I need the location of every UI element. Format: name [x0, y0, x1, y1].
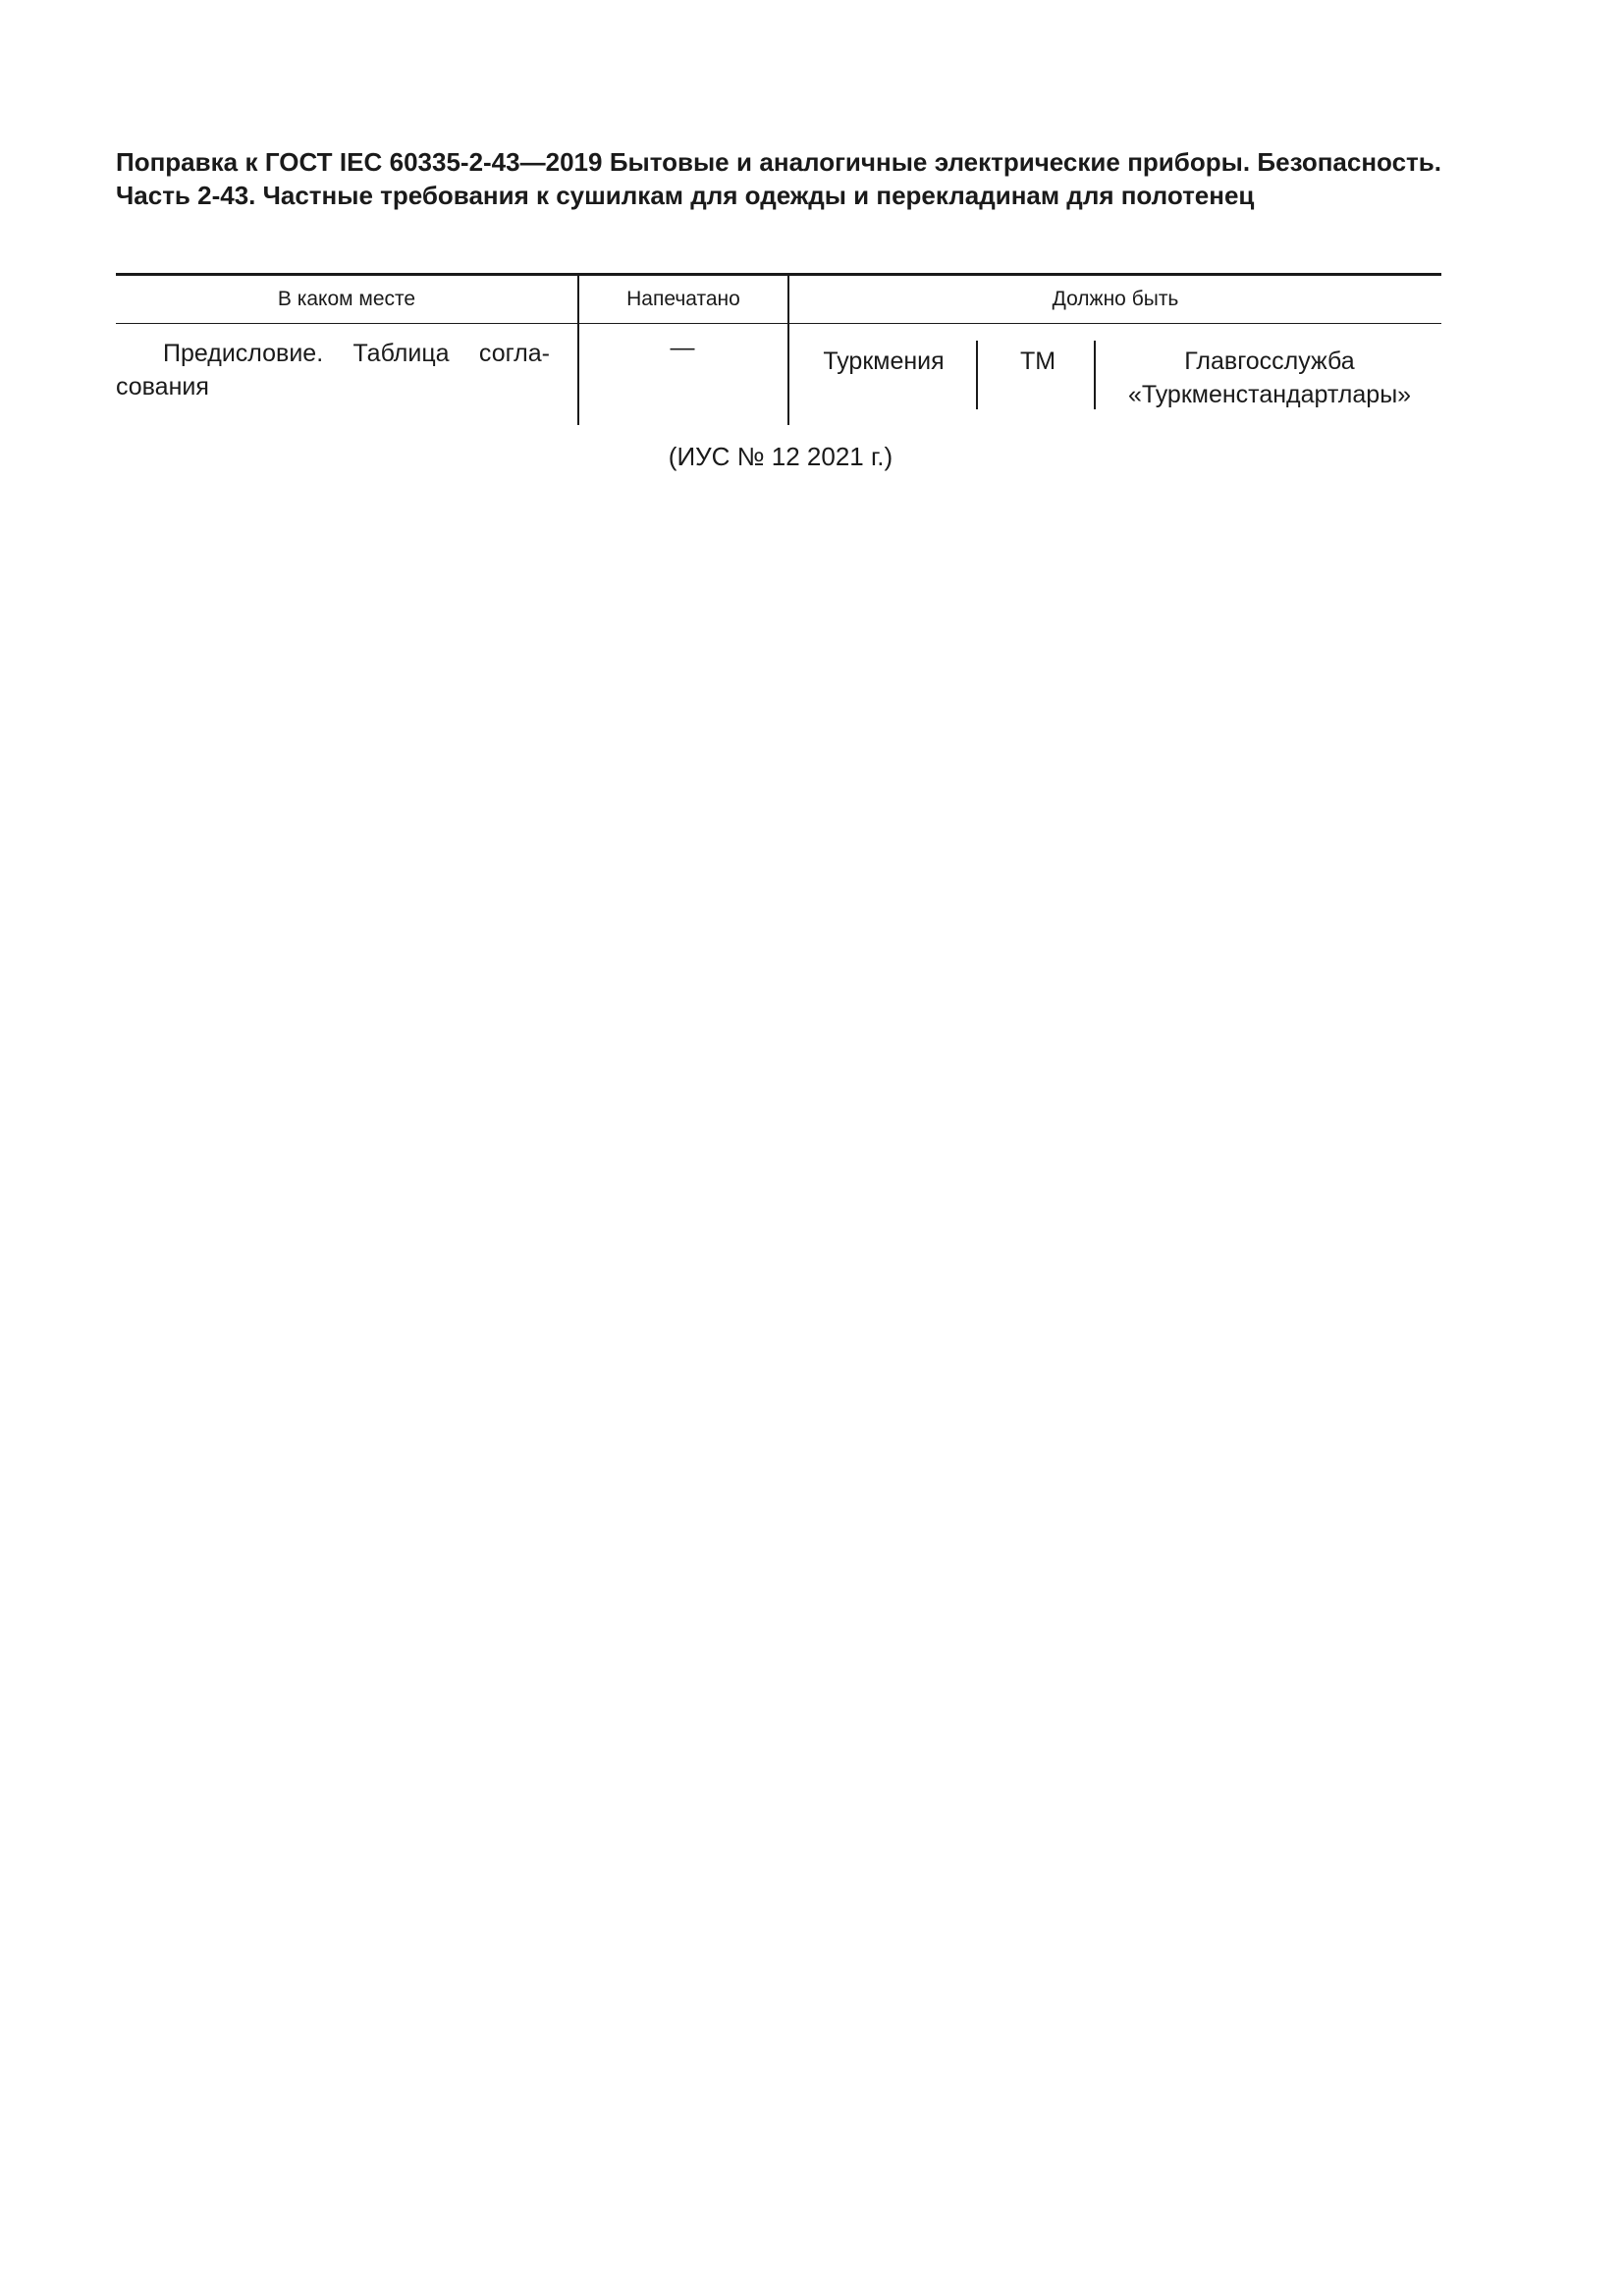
header-place: В каком месте	[277, 288, 416, 310]
document-title: Поправка к ГОСТ IEC 60335-2-43—2019 Бытовые и аналогичные электрические приборы. Безопасность. Часть 2-43. Частные требования к сушилкам для одежды и перекладинам для полотенец	[116, 147, 1441, 210]
header-should-be: Должно быть	[1052, 288, 1179, 310]
agency-line-1: Главгосслужба	[1184, 347, 1355, 375]
correction-table	[116, 273, 1441, 422]
cell-country-code: ТМ	[1019, 347, 1056, 375]
cell-agency	[1098, 345, 1441, 411]
source-reference: (ИУС № 12 2021 г.)	[668, 442, 893, 471]
header-printed: Напечатано	[626, 288, 740, 310]
cell-country: Туркмения	[823, 347, 945, 375]
column-divider-2	[787, 276, 789, 425]
cell-printed: —	[670, 334, 695, 361]
cell-place: Предисловие. Таблица согла-сования	[116, 340, 550, 400]
header-divider	[116, 323, 1441, 324]
agency-line-2: «Туркменстандартлары»	[1127, 381, 1412, 408]
correction-table-grid	[116, 273, 1441, 422]
